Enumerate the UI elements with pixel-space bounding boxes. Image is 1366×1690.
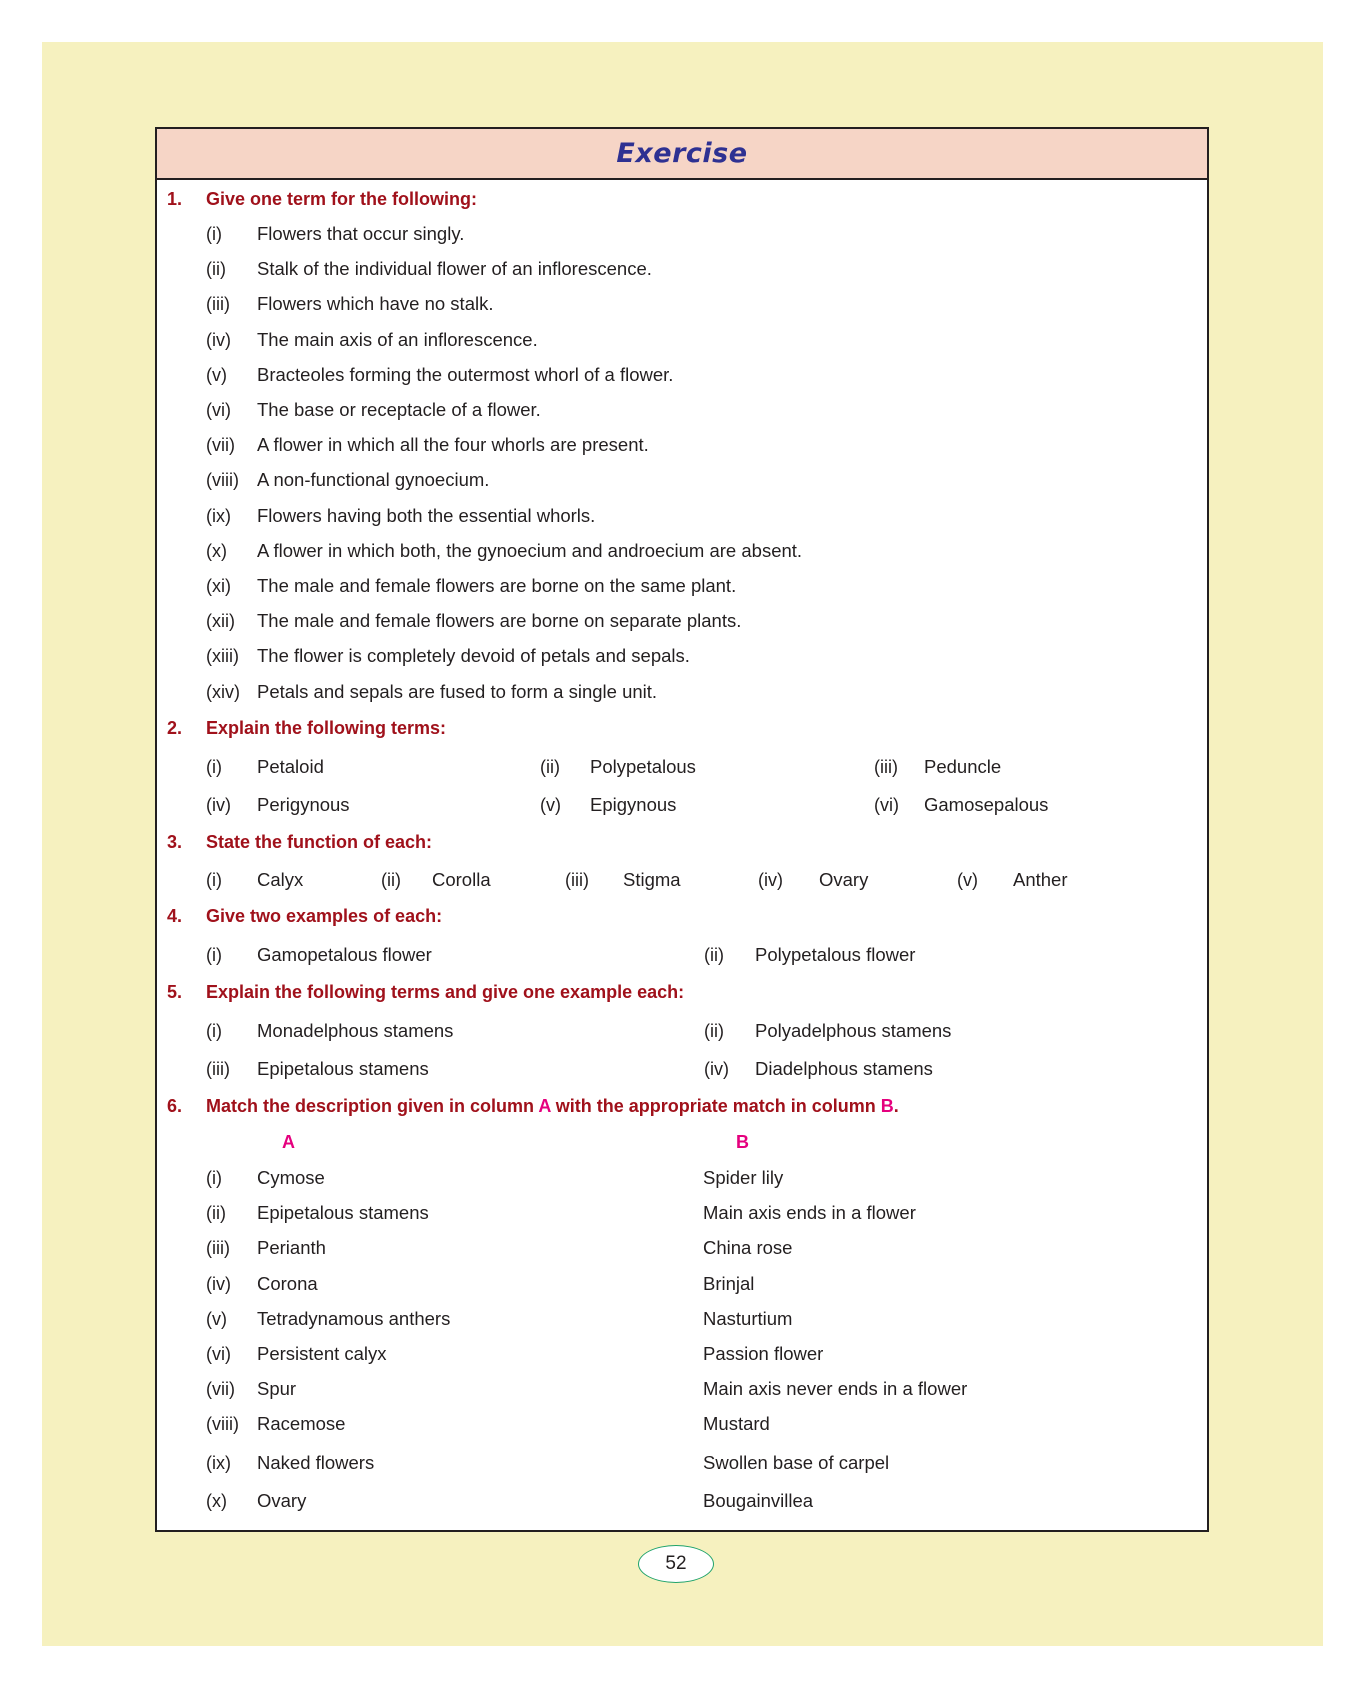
item-numeral: (iv) (758, 870, 783, 890)
match-column-b-item: Brinjal (703, 1272, 755, 1294)
match-column-a-item: Cymose (257, 1167, 325, 1188)
item-numeral: (ii) (206, 259, 226, 280)
item-numeral: (vi) (206, 400, 231, 420)
match-column-a-item: Tetradynamous anthers (257, 1307, 451, 1329)
match-row-numeral: (viii) (206, 1414, 239, 1435)
question-number: 2. (167, 718, 183, 738)
item-text: A flower in which both, the gynoecium and androecium are absent. (257, 539, 803, 561)
match-column-b-item: Passion flower (703, 1343, 824, 1364)
page-title: Exercise (616, 138, 748, 169)
item-text: Gamosepalous (924, 794, 1049, 815)
item-text: The main axis of an inflorescence. (257, 328, 538, 350)
column-a-header: A (282, 1132, 295, 1152)
item-numeral: (xiv) (206, 681, 240, 702)
item-text: Anther (1013, 869, 1068, 890)
match-column-a-item: Ovary (257, 1489, 307, 1511)
item-numeral: (xi) (206, 576, 231, 596)
page-number: 52 (665, 1553, 687, 1574)
match-column-b-item: Swollen base of carpel (703, 1451, 890, 1473)
item-text: Calyx (257, 869, 304, 890)
item-numeral: (vi) (874, 795, 899, 815)
item-text: Polyadelphous stamens (755, 1020, 952, 1041)
match-column-a-item: Corona (257, 1272, 318, 1294)
item-numeral: (vii) (206, 435, 235, 456)
question-text-part: . (893, 1096, 899, 1116)
match-column-a-item: Epipetalous stamens (257, 1202, 429, 1224)
item-text: The flower is completely devoid of petals and sepals. (257, 645, 690, 667)
match-column-b-item: Nasturtium (703, 1307, 793, 1329)
item-text: Gamopetalous flower (257, 944, 432, 965)
question-number: 5. (167, 982, 183, 1002)
item-text: Flowers that occur singly. (257, 223, 465, 244)
exercise-header (157, 129, 1207, 180)
item-numeral: (i) (206, 1021, 222, 1041)
match-row-numeral: (vi) (206, 1344, 231, 1364)
item-text: Epipetalous stamens (257, 1058, 429, 1079)
item-text: Monadelphous stamens (257, 1020, 454, 1041)
item-text: Petals and sepals are fused to form a single unit. (257, 680, 658, 702)
page-number-badge (638, 1545, 714, 1583)
item-text: Corolla (432, 869, 491, 890)
item-numeral: (xiii) (206, 646, 239, 667)
item-numeral: (i) (206, 224, 222, 244)
item-numeral: (viii) (206, 470, 239, 491)
item-numeral: (i) (206, 870, 222, 890)
item-text: Peduncle (924, 756, 1002, 777)
item-numeral: (ii) (381, 870, 401, 890)
item-numeral: (iii) (565, 870, 589, 890)
item-text: Flowers having both the essential whorls. (257, 504, 596, 526)
match-row-numeral: (iv) (206, 1273, 231, 1294)
match-row-numeral: (i) (206, 1168, 222, 1188)
item-numeral: (v) (957, 870, 978, 890)
item-numeral: (iii) (874, 757, 898, 777)
item-numeral: (ii) (540, 757, 560, 777)
item-text: Petaloid (257, 756, 324, 777)
item-numeral: (i) (206, 945, 222, 965)
match-column-a-item: Spur (257, 1378, 297, 1400)
match-column-b-item: China rose (703, 1237, 793, 1259)
match-column-a-item: Perianth (257, 1237, 326, 1259)
item-numeral: (v) (206, 364, 227, 385)
item-numeral: (i) (206, 757, 222, 777)
item-numeral: (xii) (206, 611, 235, 632)
match-row-numeral: (vii) (206, 1379, 235, 1400)
item-text: Ovary (819, 869, 869, 890)
item-text: The male and female flowers are borne on separate plants. (257, 610, 742, 632)
item-numeral: (ii) (704, 945, 724, 965)
question-text-part: Match the description given in column (206, 1096, 539, 1116)
item-text: Bracteoles forming the outermost whorl of a flower. (257, 363, 674, 385)
match-column-b-item: Spider lily (703, 1167, 784, 1188)
item-text: Polypetalous flower (755, 944, 916, 965)
match-column-a-item: Naked flowers (257, 1451, 375, 1473)
question-number: 1. (167, 189, 183, 209)
match-column-b-item: Main axis ends in a flower (703, 1202, 916, 1224)
match-row-numeral: (ix) (206, 1452, 231, 1473)
item-numeral: (ix) (206, 505, 231, 526)
item-numeral: (iii) (206, 1059, 230, 1079)
item-text: A non-functional gynoecium. (257, 469, 490, 491)
match-column-a-item: Racemose (257, 1413, 346, 1435)
item-text: A flower in which all the four whorls are present. (257, 434, 649, 456)
item-text: Epigynous (590, 794, 677, 815)
item-numeral: (v) (540, 795, 561, 815)
match-column-a-item: Persistent calyx (257, 1343, 387, 1364)
item-text: The male and female flowers are borne on the same plant. (257, 575, 737, 596)
match-row-numeral: (iii) (206, 1238, 230, 1259)
item-text: Stalk of the individual flower of an inflorescence. (257, 258, 652, 280)
column-b-ref: B (880, 1096, 894, 1116)
match-row-numeral: (ii) (206, 1203, 226, 1224)
question-number: 6. (167, 1096, 183, 1116)
question-text-part: with the appropriate match in column (550, 1096, 881, 1116)
match-column-b-item: Main axis never ends in a flower (703, 1378, 968, 1400)
question-text: State the function of each: (206, 832, 433, 852)
question-number: 4. (167, 906, 183, 926)
item-text: Stigma (623, 869, 681, 890)
item-text: Perigynous (257, 794, 350, 815)
question-text (206, 1097, 899, 1115)
match-row-numeral: (v) (206, 1308, 227, 1329)
item-numeral: (iv) (704, 1059, 729, 1079)
match-column-b-item: Bougainvillea (703, 1489, 814, 1511)
item-numeral: (ii) (704, 1021, 724, 1041)
item-text: Flowers which have no stalk. (257, 293, 494, 315)
column-a-ref: A (538, 1096, 551, 1116)
item-text: The base or receptacle of a flower. (257, 399, 541, 420)
item-text: Polypetalous (590, 756, 696, 777)
match-row-numeral: (x) (206, 1490, 227, 1511)
match-column-b-item: Mustard (703, 1413, 770, 1435)
question-text: Explain the following terms: (206, 718, 447, 738)
column-b-header: B (736, 1132, 749, 1152)
item-numeral: (iv) (206, 795, 231, 815)
question-text: Give one term for the following: (206, 189, 478, 209)
item-numeral: (iii) (206, 294, 230, 315)
item-text: Diadelphous stamens (755, 1058, 933, 1079)
question-number: 3. (167, 832, 183, 852)
question-text: Explain the following terms and give one example each: (206, 982, 685, 1002)
item-numeral: (x) (206, 540, 227, 561)
item-numeral: (iv) (206, 329, 231, 350)
question-text: Give two examples of each: (206, 906, 443, 926)
